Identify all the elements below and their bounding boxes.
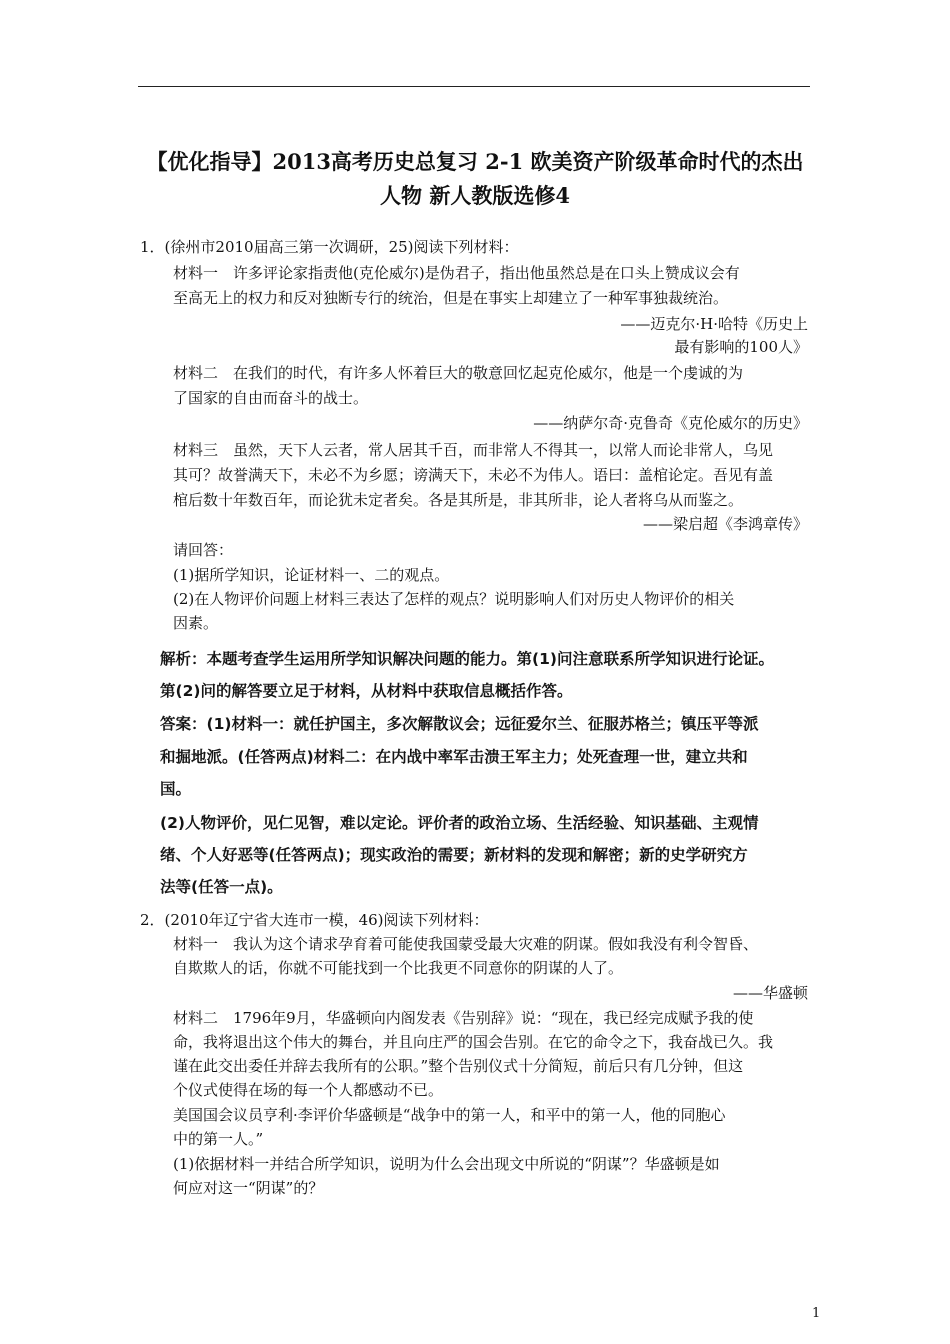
q2-material2-line: 材料二 1796年9月，华盛顿向内阁发表《告别辞》说：“现在，我已经完成赋予我的使 (173, 1009, 754, 1027)
q1-material1-line: 材料一 许多评论家指责他(克伦威尔)是伪君子，指出他虽然总是在口头上赞成议会有 (173, 264, 740, 282)
q1-answer-line: 法等(任答一点)。 (160, 878, 283, 896)
q1-analysis-line: 第(2)问的解答要立足于材料，从材料中获取信息概括作答。 (160, 682, 573, 700)
q1-material3-line: 材料三 虽然，天下人云者，常人居其千百，而非常人不得其一，以常人而论非常人，乌见 (173, 441, 774, 459)
q1-answer-line: 和掘地派。(任答两点)材料二：在内战中率军击溃王军主力；处死查理一世，建立共和 (160, 748, 748, 766)
q2-material2-line: 美国国会议员亨利·李评价华盛顿是“战争中的第一人，和平中的第一人，他的同胞心 (173, 1106, 726, 1124)
q1-material1-source: ——迈克尔·H·哈特《历史上 (620, 315, 808, 333)
q2-material1-line: 材料一 我认为这个请求孕育着可能使我国蒙受最大灾难的阴谋。假如我没有利令智昏、 (173, 935, 759, 953)
q1-material3-line: 其可？故誉满天下，未必不为乡愿；谤满天下，未必不为伟人。语曰：盖棺论定。吾见有盖 (173, 466, 774, 484)
q1-material2-line: 材料二 在我们的时代，有许多人怀着巨大的敬意回忆起克伦威尔，他是一个虔诚的为 (173, 364, 744, 382)
q1-answer-line: 国。 (160, 780, 192, 798)
q2-material2-line: 命，我将退出这个伟大的舞台，并且向庄严的国会告别。在它的命令之下，我奋战已久。我 (173, 1033, 774, 1051)
title-line-1: 【优化指导】2013高考历史总复习 2-1 欧美资产阶级革命时代的杰出 (146, 149, 804, 174)
q1-prompt: 请回答： (173, 541, 234, 559)
q2-material2-line: 谨在此交出委任并辞去我所有的公职。”整个告别仪式十分简短，前后只有几分钟，但这 (173, 1057, 744, 1075)
title-line-2: 人物 新人教版选修4 (380, 183, 570, 208)
header-rule (138, 86, 810, 87)
q1-material3-line: 棺后数十年数百年，而论犹未定者矣。各是其所是，非其所非，论人者将乌从而鉴之。 (173, 491, 744, 509)
q1-material1-line: 至高无上的权力和反对独断专行的统治，但是在事实上却建立了一种军事独裁统治。 (173, 289, 729, 307)
q2-question-1: 何应对这一“阴谋”的？ (173, 1179, 324, 1197)
q1-answer-line: 答案：(1)材料一：就任护国主，多次解散议会；远征爱尔兰、征服苏格兰；镇压平等派 (160, 715, 759, 733)
q1-material2-source: ——纳萨尔奇·克鲁奇《克伦威尔的历史》 (533, 414, 808, 432)
q2-question-1: (1)依据材料一并结合所学知识，说明为什么会出现文中所说的“阴谋”？华盛顿是如 (173, 1155, 720, 1173)
q1-answer-line: (2)人物评价，见仁见智，难以定论。评价者的政治立场、生活经验、知识基础、主观情 (160, 814, 759, 832)
q1-heading: 1．(徐州市2010届高三第一次调研，25)阅读下列材料： (140, 238, 519, 256)
q2-material1-line: 自欺欺人的话，你就不可能找到一个比我更不同意你的阴谋的人了。 (173, 959, 624, 977)
q1-question-1: (1)据所学知识，论证材料一、二的观点。 (173, 566, 450, 584)
q1-analysis-line: 解析：本题考查学生运用所学知识解决问题的能力。第(1)问注意联系所学知识进行论证。 (160, 650, 774, 668)
q1-question-2: (2)在人物评价问题上材料三表达了怎样的观点？说明影响人们对历史人物评价的相关 (173, 590, 735, 608)
q2-material2-line: 个仪式使得在场的每一个人都感动不已。 (173, 1081, 444, 1099)
q2-material1-source: ——华盛顿 (732, 984, 808, 1002)
q2-material2-line: 中的第一人。” (173, 1130, 264, 1148)
q1-material3-source: ——梁启超《李鸿章传》 (642, 515, 808, 533)
q2-heading: 2．(2010年辽宁省大连市一模，46)阅读下列材料： (140, 911, 489, 929)
q1-material1-source: 最有影响的100人》 (674, 338, 808, 356)
document-title (120, 145, 830, 213)
q1-answer-line: 绪、个人好恶等(任答两点)；现实政治的需要；新材料的发现和解密；新的史学研究方 (160, 846, 748, 864)
q1-question-2: 因素。 (173, 614, 219, 632)
q1-material2-line: 了国家的自由而奋斗的战士。 (173, 389, 369, 407)
page-number: 1 (812, 1306, 821, 1321)
